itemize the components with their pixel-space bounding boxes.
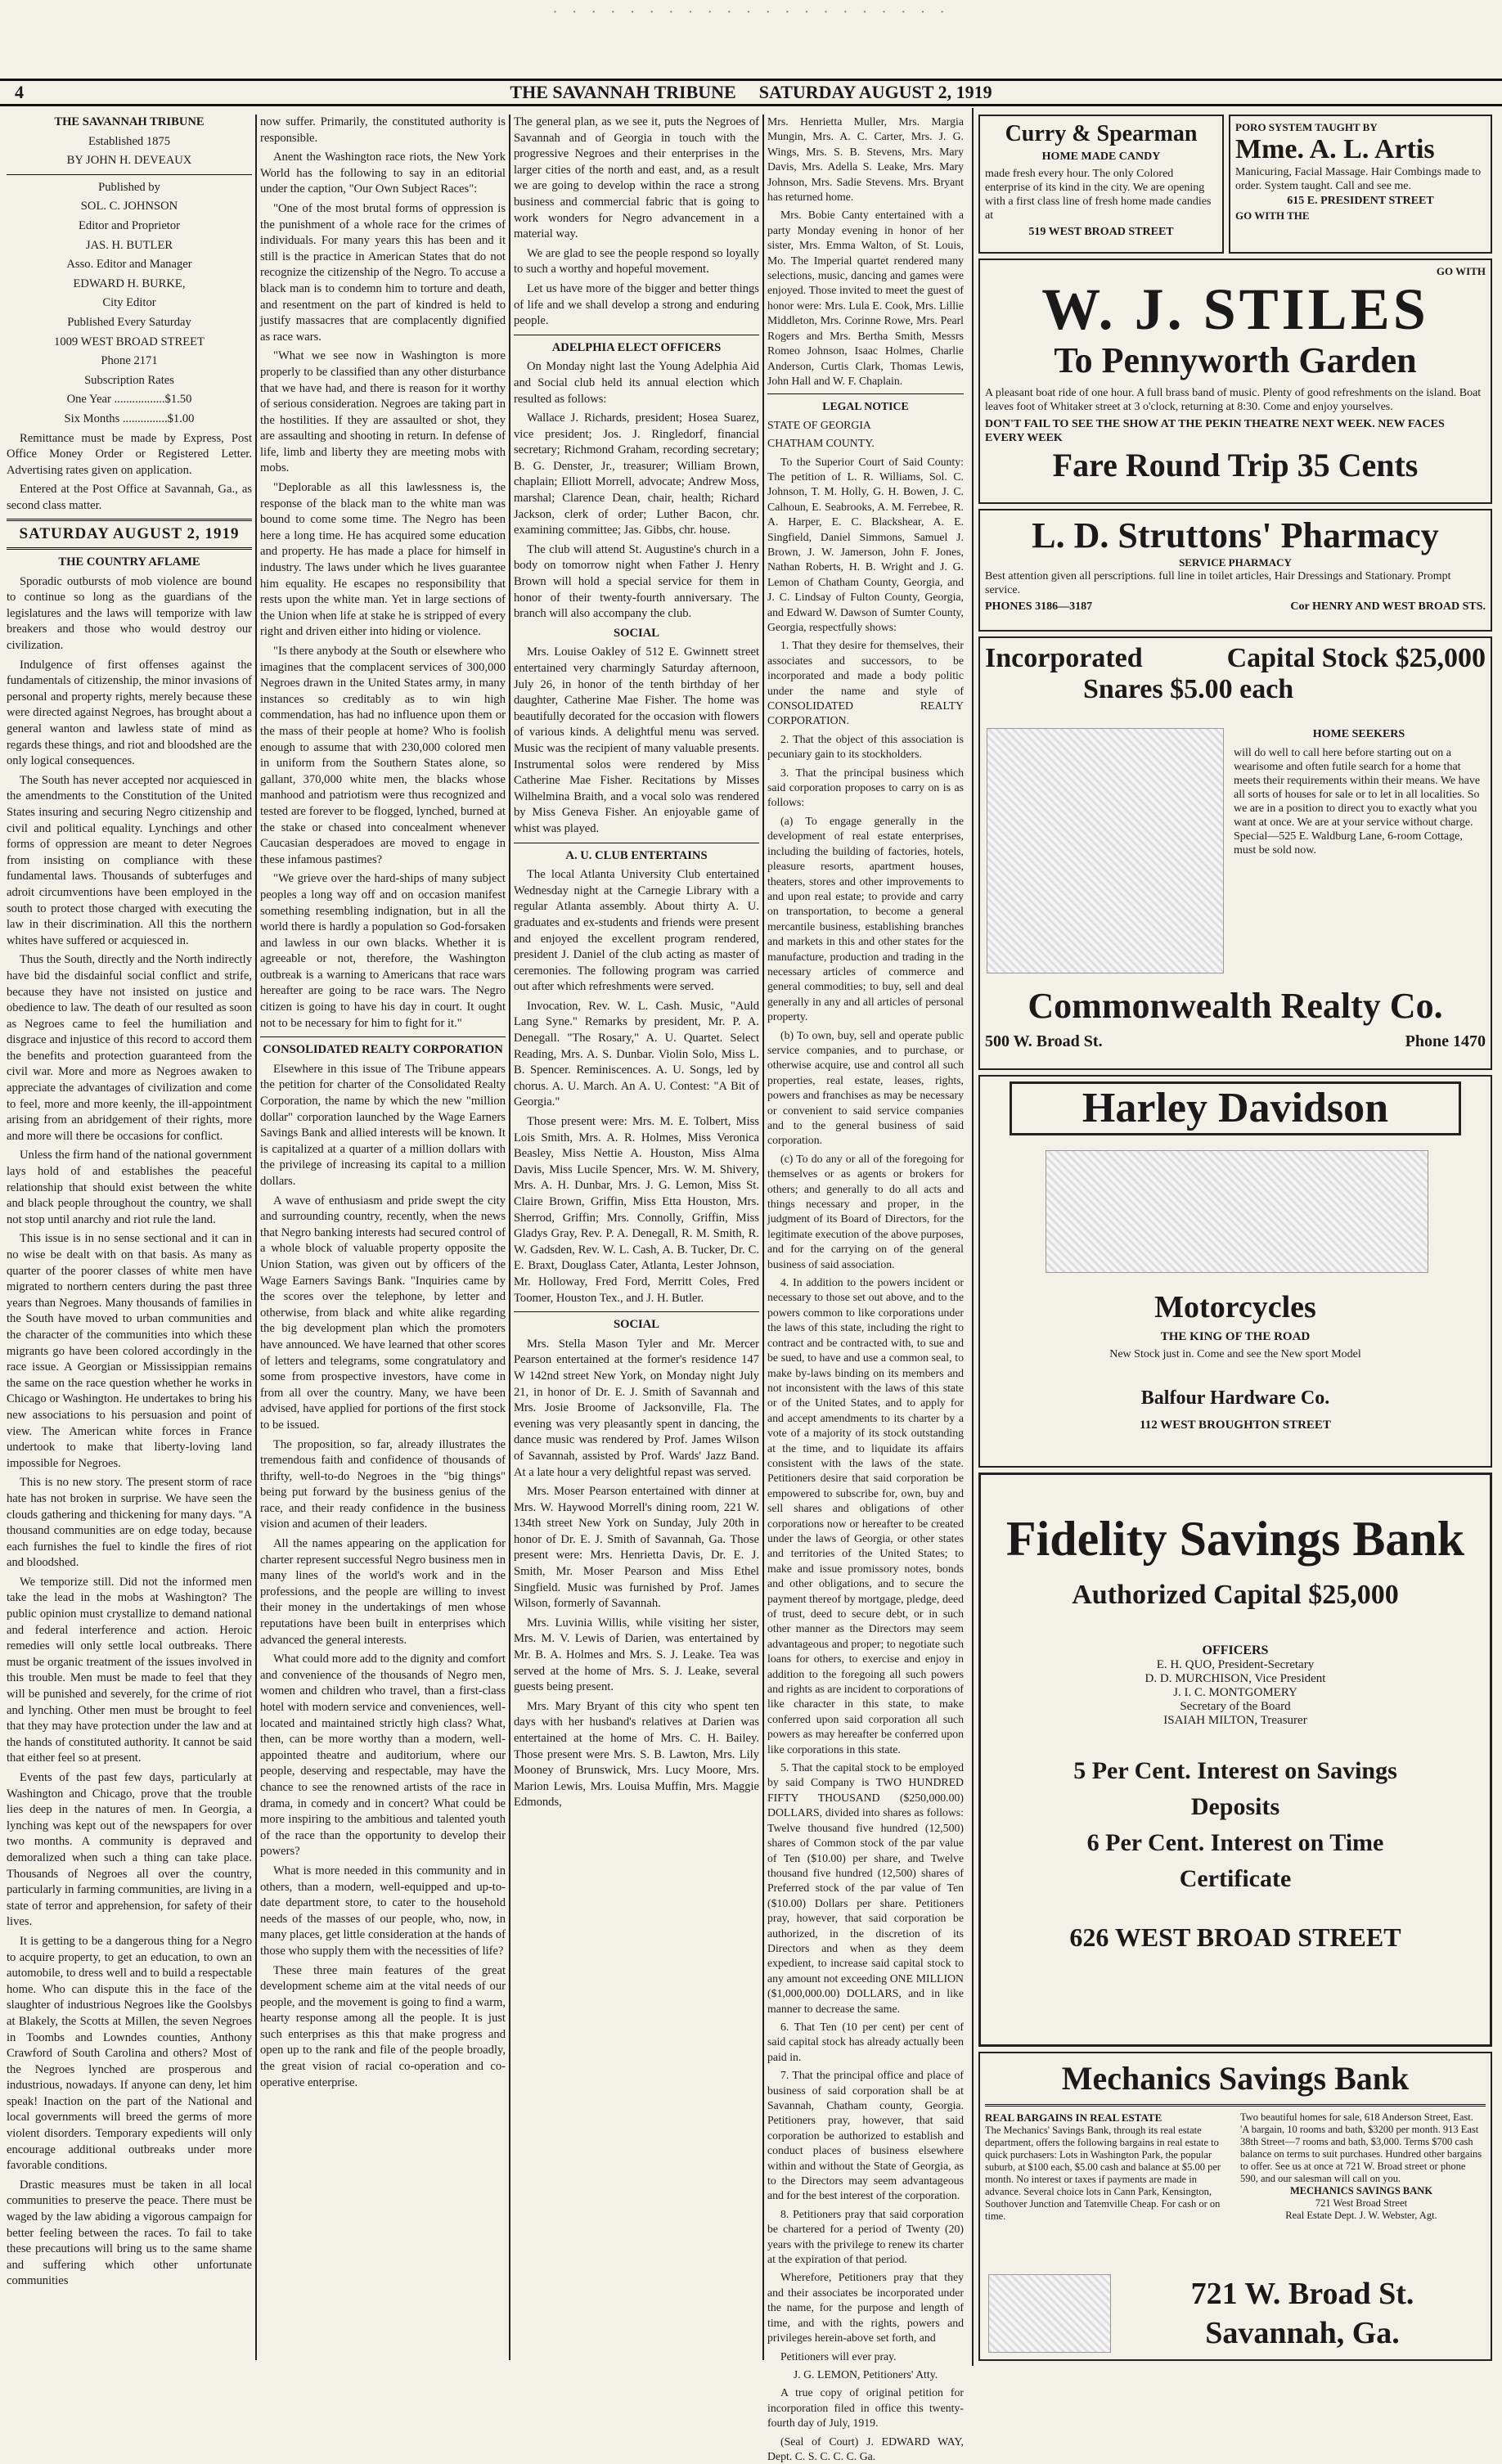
fidelity-certificate: Certificate [1179,1865,1292,1892]
article-paragraph: Sporadic outbursts of mob violence are bound to continue so long as the guardians of the legislatures and the laws will temporize with law breakers and those who would destroy our civilization. [7,574,252,653]
mechanics-address: 721 W. Broad St. [1190,2277,1414,2311]
bank-building-illustration [988,2274,1111,2353]
article-paragraph: This is no new story. The present storm of race hate has not broken in surprise. We have seen the clouds gathering and thickening for many days. "A thousand communities are on edge today, because each furnishes the fuel to kindle the fires of riot and bloodshed. [7,1476,252,1570]
publisher: SOL. C. JOHNSON [80,200,178,214]
article-paragraph: Thus the South, directly and the North indirectly have bid the disdainful social conflict and strife, because they have not insisted on justice and obedience to law. The death of our resulted as soon as Negroes came to feel the humiliation and disgrace and injustice of this record to accord them the benefits and protection guaranteed from the civil war. More and more as Negroes awaken to appreciate the advantages of civilization and come to feel, more and more keenly, the ill-appointment arising from an abridgement of their rights, more and more will there be occasions for conflict. [7,953,252,1143]
fidelity-officer-3: J. I. C. MONTGOMERY [1173,1686,1297,1699]
column-rule [255,115,257,2360]
legal-paragraph: Wherefore, Petitioners pray that they and their associates be incorporated under the name, for the purpose and length of time, and with the rights, powers and privileges herein-above set forth, and [767,2271,964,2345]
subscription-six-months: Six Months ...............$1.00 [64,411,195,425]
harley-king: THE KING OF THE ROAD [1160,1330,1311,1343]
harley-motorcycles: Motorcycles [1154,1290,1316,1324]
article-paragraph: It is getting to be a dangerous thing for a Negro to acquire property, to get an education, to own an automobile, to dress well and to build a respectable home. Who can dispute this in the face of the slaughter of industrious Negroes like the Goolsbys at Blakely, the Scotts at Millen, the seven Negroes in Toombs and Lowndes counties, Anthony Crawford of South Carolina and others? Most of the Negroes lynched are prosperous and industrious, nowadays. If anyone can deny, let him speak! Inaction on the part of the National and local governments will breed the germs of more violent disorders. Temporary expedients will only encourage additional outbreaks under more favorable conditions. [7,1934,252,2173]
article-paragraph: Wallace J. Richards, president; Hosea Suarez, vice president; Jos. J. Ringledorf, financial secretary; Richmond Graham, recording secretary; B. G. Denster, Jr., treasurer; William Brown, chaplain; Elliott Morrell, advocate; Andrew Moss, marshal; Clarence Dean, chair, health; Richard Jackson, clerk of order; Luther Bacon, chr. examining committee; Jas. Gibbs, chr. house. [514,411,759,537]
legal-paragraph: 5. That the capital stock to be employed by said Company is TWO HUNDRED FIFTY THOUSAND ($250,000.00) DOLLARS, divided into shares as follows: Twelve thousand five hundred (12,500) shares of Common stock of the par value of Ten ($10.00) per share, and Twelve thousand five hundred (12,500) shares of Preferred stock of the par value of Ten ($10.00) Dollars per share. Petitioners pray, however, that said corporation be authorized, in the discretion of its Directors and when as they deem expedient, to increase said capital stock to any amount not exceeding ONE MILLION ($1,000,000.00) DOLLARS, and in like manner to decrease the same. [767,1761,964,2015]
pharmacy-corner: Cor HENRY AND WEST BROAD STS. [1290,600,1486,613]
article-paragraph: This issue is in no sense sectional and it can in no wise be dealt with on that basis. As many as quarter of the poorer classes of white men have migrated to northern centers during the past three years than Negroes. Many thousands of families in the South have moved to urban communities and the character of the communities into which these migrants go have been colored accordingly in the race issue. A Georgian or Mississippian remains the same on the race question whether he works in Chicago or Washington. He undertakes to bring his new associations to his persuasion and point of view. The American white forces in France undertook to make that liberty-loving land impossible for Negroes. [7,1232,252,1470]
article-paragraph: Let us have more of the bigger and better things of life and we shall develop a strong and enduring people. [514,281,759,328]
fidelity-savings-ad [978,1473,1492,2047]
article-paragraph: Anent the Washington race riots, the New York World has the following to say in an editorial under the caption, "Our Own Subject Races": [260,151,506,196]
city-editor-role: City Editor [102,296,156,310]
article-paragraph: "One of the most brutal forms of oppression is the punishment of a whole race for the crimes of individuals. For many years this has been and it still is the practice in American States that do not recognize the citizenship of the Negro. To accuse a black man is to condemn him to torture and death, and resentment on the part of kindred is held to justify massacres that are complacently dignified as race wars. [260,201,506,344]
article-heading: ADELPHIA ELECT OFFICERS [551,340,722,354]
legal-paragraph: (a) To engage generally in the development of real estate enterprises, including the building of factories, hotels, pleasure resorts, apartment houses, theaters, stores and other improvements to and upon real estate; to provide and carry on transportation, to become a general mercantile business, establishing branches and markets in this and other states for the manufacture, production and trading in the necessary articles of commerce and general commodities; to buy, sell and deal generally in any and all articles of personal property. [767,814,964,1023]
published-by: Published by [98,180,160,194]
mechanics-text-2: Two beautiful homes for sale, 618 Anderson Street, East. 'A bargain, 10 rooms and bath, $3200 per month. 913 East 38th Street—7 rooms and bath, $3,000. Terms $700 cash balance on terms to suit purchases. Hundred other bargains to offer. See us at once at 721 W. Broad street or phone 590, and our salesman will call on you. [1240,2111,1482,2184]
article-paragraph: What could more add to the dignity and comfort and convenience of the thousands of Negro men, women and children who travel, than a first-class hotel with modern service and conveniences, well-located and maintained strictly high class? What, then, can be more worthy than a modern, well-appointed theatre and auditorium, where our people, deserving and respectable, may have the chance to see the renowned artists of the race in drama, in comedy and in concert? What could be more inspiring to the ambitious and talented youth of the race than the opportunity to develop their powers? [260,1652,506,1859]
subscription-one-year: One Year .................$1.50 [66,393,192,407]
stiles-subtitle: To Pennyworth Garden [1054,340,1417,380]
article-heading: SOCIAL [614,1318,659,1332]
fidelity-deposits: Deposits [1190,1793,1280,1820]
fidelity-savings-rate: 5 Per Cent. Interest on Savings [1073,1757,1397,1784]
article-paragraph: A wave of enthusiasm and pride swept the city and surrounding country, recently, when the news that Negro banking interests had secured control of a whole block of valuable property opposite the Union Station, was given out by officers of the Wage Earners Savings Bank. "Inquiries came by the scores over the telephone, by letter and otherwise, from black and white alike regarding the big development plan which the promoters have announced. We have learned that other scores of letters and telegrams, some congratulatory and some from prospective investors, have come in from all over the country. Many, we have been advised, have applied for portions of the first stock to be issued. [260,1194,506,1432]
stiles-go-with: GO WITH [1436,265,1486,277]
article-paragraph: Invocation, Rev. W. L. Cash. Music, "Auld Lang Syne." Remarks by president, Mr. P. A. Denegall. "The Rosary," A. U. Quartet. Select Reading, Mrs. A. S. Dunbar. Violin Solo, Miss L. B. Spencer. Reminiscences. A. U. Songs, led by chorus. A. U. March. An A. U. Contest: "A Bit of Georgia." [514,999,759,1109]
article-paragraph: The club will attend St. Augustine's church in a body on tomorrow night when Father J. Henry Brown will hold a special service for them in honor of their twenty-fourth anniversary. The branch will also accompany the club. [514,542,759,621]
artis-text: Manicuring, Facial Massage. Hair Combings made to order. System taught. Call and see me. [1235,166,1482,192]
legal-state: STATE OF GEORGIA [767,418,871,431]
harley-dealer: Balfour Hardware Co. [1140,1387,1330,1409]
pharmacy-title: L. D. Struttons' Pharmacy [1032,515,1439,555]
legal-paragraph: A true copy of original petition for incorporation filed in office this twenty-fourth day of July, 1919. [767,2386,964,2430]
article-paragraph: Elsewhere in this issue of The Tribune appears the petition for charter of the Consolidated Realty Corporation, the name by which the new "million dollar" corporation launched by the Wage Earners Savings Bank and allied interests will be known. It is capitalized at a quarter of a million dollars with the privilege of increasing its capital to a million dollars. [260,1062,506,1188]
pharmacy-phones: PHONES 3186—3187 [985,600,1093,613]
article-paragraph: Mrs. Luvinia Willis, while visiting her sister, Mrs. M. V. Lewis of Darien, was entertained by Mr. B. A. Holmes and Mrs. S. J. Leake. Tea was served at the home of Mrs. S. J. Leake, several guests being present. [514,1616,759,1694]
article-paragraph: Events of the past few days, particularly at Washington and Chicago, prove that the trouble lies deep in the natures of men. In Georgia, a lynching was kept out of the newspapers for over two months. A community is depraved and demoralized when such a thing can take place. Thousands of Negroes all over the country, particularly in farming communities, are living in a state of terror and apprehension, for safety of their lives. [7,1771,252,1929]
article-heading: CONSOLIDATED REALTY CORPORATION [263,1043,503,1057]
subscription-head: Subscription Rates [84,373,174,387]
article-paragraph: On Monday night last the Young Adelphia Aid and Social club held its annual election which resulted as follows: [514,360,759,406]
legal-paragraph: 4. In addition to the powers incident or necessary to those set out above, and to the powers common to like corporations under the laws of this state, including the right to contract and be contracted with, to sue and be sued, to have and use a common seal, to make by-laws binding on its members and not inconsistent with the laws of this state or of the United States, and to apply for and accept amendments to its charter by a vote of a majority of its stock outstanding at the time, and to liquidate its affairs consistent with the laws of the state. Petitioners desire that said corporation be empowered to subscribe for, own, buy and sell shares and obligations of other corporations now or hereafter to be created under the laws of Georgia, or other states and territories of the United States; to make and issue promissory notes, bonds and other obligations, and to secure the payment thereof by mortgage, pledge, deed of trust, deed to secure debt, or in such other manner as the Directors may seem advantageous and proper; to negotiate such loans for others, to exercise and enjoy in addition to the foregoing all such powers and rights as are incident to corporations of like character in this state, to make conferred upon said corporation all such powers as may hereafter be conferred upon like corporations in this state. [767,1276,964,1756]
curry-title: Curry & Spearman [1005,121,1198,146]
mechanics-title: Mechanics Savings Bank [1061,2060,1410,2097]
mechanics-text: The Mechanics' Savings Bank, through its real estate department, offers the following bargains in real estate to quick purchasers: Lots in Washington Park, the popular suburb, at $100 each, $5.00 cash and balance at $5.00 per month. No interest or taxes if payments are made in advance. Several choice lots in Cann Park, Kensington, Southover Junction and Tatemville Cheap. For cash or on time. [985,2125,1221,2222]
mechanics-city: Savannah, Ga. [1205,2316,1400,2350]
issue-date: SATURDAY AUGUST 2, 1919 [758,82,992,102]
article-paragraph: Indulgence of first offenses against the fundamentals of citizenship, the minor invasions of personal and property rights, merely because these were directed against Negroes, has brought about a general wanton and lawless state of mind as regards these things, and riot and bloodshed are the only logical consequences. [7,658,252,768]
legal-attorney: J. G. LEMON, Petitioners' Atty. [793,2367,938,2381]
curry-subtitle: HOME MADE CANDY [1041,151,1161,163]
entered-note: Entered at the Post Office at Savannah, Ga., as second class matter. [7,483,252,512]
mechanics-bank-name: MECHANICS SAVINGS BANK [1289,2185,1433,2196]
article-paragraph: We are glad to see the people respond so loyally to such a worthy and hopeful movement. [514,246,759,277]
stiles-title: W. J. STILES [1041,277,1429,342]
article-paragraph: "What we see now in Washington is more properly to be classified than any other disturbance that we have had, and there is reason for it worthy of serious consideration. Negroes are taking part in the hostilities. If they are assaulted or shot, they are assaulting and shooting in return. In defense of life, limb and liberty they are meeting mobs with mobs. [260,349,506,475]
article-paragraph: Unless the firm hand of the national government lays hold of and establishes the peaceful relationship that should exist between the white and black people throughout the country, we shall not stop until anarchy and riot rule the land. [7,1149,252,1226]
article-paragraph: Mrs. Mary Bryant of this city who spent ten days with her husband's relatives at Darien was entertained at the home of Mrs. C. H. Bailey. Those present were Mrs. S. B. Lawton, Mrs. Lily Mooney of Brunswick, Mrs. Lucy Moore, Mrs. Marion Lewis, Mrs. Louisa Muffin, Mrs. Maggie Edmonds, [514,1699,759,1810]
column-1 [7,115,252,2368]
pharmacy-subtitle: SERVICE PHARMACY [1179,556,1292,569]
fidelity-title: Fidelity Savings Bank [1005,1512,1465,1566]
article-heading: A. U. CLUB ENTERTAINS [565,848,708,862]
pharmacy-text: Best attention given all perscriptions. full line in toilet articles, Hair Dressings and Stationary. Prompt service. [985,570,1451,596]
remittance-note: Remittance must be made by Express, Post Office Money Order or Registered Letter. Advertising rates given on application. [7,431,252,477]
mechanics-bank-address: 721 West Broad Street [1315,2197,1408,2209]
artis-go-with: GO WITH THE [1235,209,1310,222]
legal-paragraph: (b) To own, buy, sell and operate public service companies, and to purchase, or otherwise acquire, use and control all such properties, real estate, leases, rights, powers and franchises as may be necessary or convenient to said service companies and to the general business of said corporation. [767,1028,964,1147]
stiles-text: A pleasant boat ride of one hour. A full brass band of music. Plenty of good refreshments on the island. Boat leaves foot of Whitaker street at 3 o'clock, returning at 8:30. Come and enjoy yourselves. [985,387,1482,413]
article-paragraph: now suffer. Primarily, the constituted authority is responsible. [260,115,506,145]
stiles-pekin-note: DON'T FAIL TO SEE THE SHOW AT THE PEKIN THEATRE NEXT WEEK. NEW FACES EVERY WEEK [985,418,1445,444]
column-rule [762,115,764,2360]
page-header [0,79,1502,106]
legal-paragraph: 3. That the principal business which said corporation proposes to carry on is as follows: [767,766,964,809]
legal-paragraph: 2. That the object of this association is pecuniary gain to its stockholders. [767,732,964,761]
realty-title: Commonwealth Realty Co. [1028,986,1443,1026]
motorcycle-illustration [1046,1150,1428,1273]
article-paragraph: Mrs. Louise Oakley of 512 E. Gwinnett street entertained very charmingly Saturday afternoon, July 26, in honor of the tenth birthday of her daughter, Catherine Mae Fisher. The home was beautifully decorated for the occasion with flowers of various kinds. A delightful menu was served. Music was the recipient of many valuable presents. Instrumental solos were rendered by Miss Catherine Mae Fisher. Recitations by Misses Wilhelmina Braith, and a vocal solo was rendered by Miss Geneva Fisher. An enjoyable game of whist was played. [514,645,759,835]
realty-address: 500 W. Broad St. [985,1032,1103,1050]
article-paragraph: These three main features of the great development scheme aim at the vital needs of our people, and the movement is going to find a warm, hearty response among all the people. It is just such enterprises as this that make progress and open up to the rank and file of the people broadly, the great vision of racial co-operation and co-operative enterprise. [260,1963,506,2089]
article-paragraph: The proposition, so far, already illustrates the tremendous faith and confidence of thousands of thrifty, well-to-do Negroes in the "big things" being put forward by the business genius of the race, and their ready confidence in the business vision and acumen of their leaders. [260,1437,506,1531]
article-paragraph: The general plan, as we see it, puts the Negroes of Savannah and of Georgia in touch with the progressive Negroes and their enterprises in the larger cities of the north and east, and, as a result we are going to develop within the race a strong business and commercial fabric that is going to work wonders for Negro advancement in a material way. [514,115,759,241]
legal-paragraph: To the Superior Court of Said County: The petition of L. R. Williams, Sol. C. Johnson, T. M. Holly, G. H. Bowen, J. C. Calhoun, E. Seabrooks, A. M. Ferrebee, R. A. Harper, E. C. Blackshear, A. E. Singfield, Daniel Simmons, Samuel J. Brown, J. W. Jamerson, John F. Jones, Nathan Roberts, H. B. Wright and J. G. Lemon of Chatham County, Georgia, and J. C. Lindsay of Fulton County, Georgia, and Edward W. Dawson of Sumter County, Georgia, respectfully shows: [767,455,964,633]
founder: BY JOHN H. DEVEAUX [66,154,192,168]
realty-capital: Capital Stock $25,000 [1226,643,1486,673]
harley-title: Harley Davidson [1010,1081,1461,1135]
legal-paragraph: 1. That they desire for themselves, their associates and successors, to be incorporated and made a body politic under the name and style of CONSOLIDATED REALTY CORPORATION. [767,639,964,727]
article-paragraph: Drastic measures must be taken in all local communities to preserve the peace. There must be waged by the law abiding a vigorous campaign for better feeling between the races. To fail to take these precautions will bring us to the same shame and suffering which other unfortunate communities [7,2178,252,2288]
published-line-1: Published Every Saturday [67,315,191,329]
legal-paragraph: (c) To do any or all of the foregoing for themselves or as agents or brokers for others; and generally to do all acts and things necessary and proper, in the judgment of its Board of Directors, for the legitimate execution of the above purposes, and for the carrying on of the general business of said association. [767,1152,964,1270]
column-2 [260,115,506,2368]
article-paragraph: "We grieve over the hard-ships of many subject peoples a long way off and on occasion manifest something resembling indignation, but in all the world there is hardly a population so God-forsaken and lawless in our own blacks. Whether it is agreeable or not, therefore, the Washington outbreak is a warning to Americans that race wars hereafter are going to be race wars. The Negro citizen is going to have his day in court. It ought not to be necessary for him to fight for it." [260,872,506,1030]
realty-incorporated: Incorporated [985,643,1143,673]
artis-top: PORO SYSTEM TAUGHT BY [1235,121,1378,133]
article-paragraph: Mrs. Moser Pearson entertained with dinner at Mrs. W. Haywood Morrell's dining room, 221 W. 134th street New York on Sunday, July 20th in honor of Dr. E. J. Smith of Savannah, Ga. Those present were: Mrs. Henrietta Davis, Dr. E. J. Smith, Mr. Moser Pearson and Miss Ethel Singfield. Music was furnished by Prof. James Wilson, formerly of Savannah. [514,1485,759,1611]
fidelity-capital: Authorized Capital $25,000 [1072,1580,1399,1610]
fidelity-time-rate: 6 Per Cent. Interest on Time [1086,1829,1384,1856]
realty-seekers: HOME SEEKERS [1312,728,1405,740]
article-paragraph: What is more needed in this community and in others, than a modern, well-equipped and up-to-date department store, to cater to the household needs of the masses of our people, who, now, in many places, get little consideration at the hands of those who supply them with the necessities of life? [260,1864,506,1958]
column-rule [509,115,510,2360]
advertisements [972,108,1495,2366]
published-line-2: 1009 WEST BROAD STREET [54,335,205,348]
legal-paragraph: 6. That Ten (10 per cent) per cent of said capital stock has already actually been paid in. [767,2020,964,2063]
fidelity-officers: OFFICERS [1202,1643,1269,1657]
stiles-ad [978,259,1492,504]
top-bleed-through: · · · · · · · · · · · · · · · · · · · · · [552,3,950,21]
harley-stock: New Stock just in. Come and see the New sport Model [1109,1348,1361,1360]
masthead-title: THE SAVANNAH TRIBUNE [54,115,205,128]
article-heading: THE COUNTRY AFLAME [58,555,200,569]
fidelity-officer-2: D. D. MURCHISON, Vice President [1144,1672,1326,1685]
column-4 [767,115,964,2462]
column-3 [514,115,759,2368]
paper-name: THE SAVANNAH TRIBUNE [510,82,736,102]
children-house-illustration [987,728,1224,973]
harley-davidson-ad [978,1075,1492,1468]
realty-ad [978,636,1492,1070]
phone: Phone 2171 [101,354,158,368]
fidelity-officer-5: ISAIAH MILTON, Treasurer [1163,1714,1307,1727]
article-paragraph: Mrs. Bobie Canty entertained with a party Monday evening in honor of her sister, Mrs. Emma Walton, of St. Louis, Mo. The Imperial quartet rendered many selections, music, dancing and games were enjoyed. Those invited to meet the guest of honor were: Mrs. Lula E. Cook, Mrs. Lillie Middleton, Mrs. Corinne Rowe, Mrs. Pearl Rogers and Mrs. Bertha Smith, Messrs Romeo Johnson, Isaac Holmes, Charlie Anderson, Curtis Clark, Thomas Lewis, John Hall and W. F. Chaplain. [767,209,964,387]
article-heading: SOCIAL [614,626,659,640]
artis-address: 615 E. PRESIDENT STREET [1287,195,1434,207]
realty-shares: Snares $5.00 each [1083,674,1294,704]
page-number: 4 [15,82,24,102]
publisher-role: Editor and Proprietor [78,218,181,232]
fidelity-officer-1: E. H. QUO, President-Secretary [1156,1658,1315,1671]
pharmacy-ad [978,509,1492,632]
manager: JAS. H. BUTLER [85,238,173,252]
stiles-fare: Fare Round Trip 35 Cents [1052,447,1419,483]
article-paragraph: We temporize still. Did not the informed men take the lead in the mobs at Washington? The public opinion must crystallize to demand national and federal interference and action. Heroic remedies will only settle local outbreaks. There must be organic treatment of the issues involved in this trouble. Men must be made to feel that they will be punished and severely, for the crime of riot and lynching. Other men must be brought to feel that they may have protection under the law and at the hands of constituted authority. It cannot be said that either feel so at present. [7,1575,252,1765]
realty-text: will do well to call here before starting out on a wearisome and often futile search for a home that meets their requirements within their means. We have all sorts of houses for sale or to let in all localities. So we are in a position to direct you to exactly what you want at once. We are at your service without charge. Special—525 E. Waldburg Lane, 6-room Cottage, must be sold now. [1234,747,1481,857]
established: Established 1875 [88,134,171,148]
mechanics-head: REAL BARGAINS IN REAL ESTATE [985,2111,1162,2124]
mechanics-dept: Real Estate Dept. J. W. Webster, Agt. [1285,2210,1437,2221]
fidelity-officer-4: Secretary of the Board [1180,1700,1291,1713]
artis-title: Mme. A. L. Artis [1235,134,1435,164]
legal-paragraph: 7. That the principal office and place of business of said corporation shall be at Savannah, Chatham county, Georgia. Petitioners pray, however, that said corporation be authorized to establish and conduct places of business elsewhere within and without the State of Georgia, as to the Directors may seem advantageous and for the best interest of the corporation. [767,2069,964,2202]
article-paragraph: All the names appearing on the application for charter represent successful Negro business men in many lines of the world's work and in the professions, and the people are willing to invest their money in the undertakings of men whose reputations have been built in enterprises which advanced the general interests. [260,1537,506,1647]
curry-spearman-ad [978,115,1224,254]
harley-address: 112 WEST BROUGHTON STREET [1140,1419,1331,1432]
article-paragraph: Mrs. Henrietta Muller, Mrs. Margia Mungin, Mrs. A. C. Carter, Mrs. J. G. Wings, Mrs. S. B. Stevens, Mrs. Mary Davis, Mrs. Adella S. Leake, Mrs. Mary Johnson, Mrs. Sadie Stevens. Mrs. Bryant has returned home. [767,115,964,204]
manager-role: Asso. Editor and Manager [66,258,192,272]
realty-phone: Phone 1470 [1405,1032,1486,1050]
article-paragraph: Those present were: Mrs. M. E. Tolbert, Miss Lois Smith, Mrs. A. R. Holmes, Miss Veronica Beasley, Miss Nettie A. Houston, Miss Alma Davis, Miss Lucile Spencer, Mrs. W. M. Shivery, Mrs. A. H. Dunbar, Mrs. J. G. Lemon, Miss St. Claire Brown, Griffin, Miss Etta Houston, Mrs. Sherrod, Griffin; Mrs. Connolly, Griffin, Miss Gladys Gray, Rev. P. A. Denegall, R. M. Smith, R. W. Gadsden, Rev. W. L. Cash, A. B. Tucker, Dr. C. E. Braxt, Douglass Cater, Atlanta, Lester Johnson, Mr. Holloway, Fred Ford, Merritt Coles, Fred Toomer, Houston Tex., and J. H. Butler. [514,1115,759,1305]
city-editor: EDWARD H. BURKE, [73,277,186,290]
legal-paragraph: 8. Petitioners pray that said corporation be chartered for a period of Twenty (20) years with the privilege to renew its charter at the expiration of that period. [767,2207,964,2266]
article-paragraph: "Deplorable as all this lawlessness is, the response of the black man to the white man was bound to come some time. The Negro has been here a long time. He has acquired some education and property. He has made a place for himself in industry. The laws under which he lives guarantee him equality. He escapes no responsibility that rests upon the white man. Yet in large sections of the Union when life at stake he is stripped of every right and driven either into hiding or violence. [260,481,506,639]
fidelity-address: 626 WEST BROAD STREET [1069,1922,1401,1952]
legal-notice-heading: LEGAL NOTICE [822,400,909,413]
mechanics-bank-ad [978,2052,1492,2361]
artis-ad [1229,115,1492,254]
legal-county: CHATHAM COUNTY. [767,437,875,450]
article-paragraph: The local Atlanta University Club entertained Wednesday night at the Carnegie Library with a regular Atlanta assembly. About thirty A. U. graduates and ex-students and friends were present and enjoyed the excellent program rendered, president J. Daniel of the club acting as master of ceremonies. The following program was carried out after which refreshments were served. [514,868,759,994]
article-paragraph: "Is there anybody at the South or elsewhere who imagines that the complacent services of 300,000 Negroes drawn in the United States army, in many instances so creditably as to win high commendation, has had no influence upon them or the mass of their people at home? Who is foolish enough to assume that with 230,000 colored men in uniform from the Southern States alone, so gallant, 370,000 white men, the blacks whose manhood and patriotism were thus recognized and tested are forever to be flogged, lynched, burned at the stake or chased into concealment whenever Caucasian desperadoes are moved to engage in these infamous pastimes? [260,645,506,866]
article-paragraph: Mrs. Stella Mason Tyler and Mr. Mercer Pearson entertained at the former's residence 147 W 142nd street New York, on Monday night July 21, in honor of Dr. E. J. Smith of Savannah and Mrs. Josie Broome of Jacksonville, Fla. The evening was very pleasantly spent in dancing, the dance music was rendered by Prof. James Wilson of Savannah, assisted by Prof. Wards' Jazz Band. At a late hour a very delightful repast was served. [514,1337,759,1479]
curry-address: 519 WEST BROAD STREET [1028,226,1174,238]
editorial-date: SATURDAY AUGUST 2, 1919 [19,525,240,543]
legal-seal: (Seal of Court) J. EDWARD WAY, Dept. C. S. C. C. C. Ga. [767,2435,964,2462]
curry-text: made fresh every hour. The only Colored enterprise of its kind in the city. We are opening with a first class line of fresh home made candies at [985,168,1212,222]
article-paragraph: The South has never accepted nor acquiesced in the amendments to the Constitution of the United States insuring and securing Negro citizenship and civil and political equality. Lynchings and other forms of oppression are meant to deter Negroes from insisting on compliance with these fundamental laws. Thousands of subterfuges and adroit circumventions have been employed in the south to protect those charged with executing the law in their discrimination. All this the northern whites have suffered or acquiesced in. [7,773,252,947]
legal-paragraph: Petitioners will ever pray. [780,2349,897,2363]
